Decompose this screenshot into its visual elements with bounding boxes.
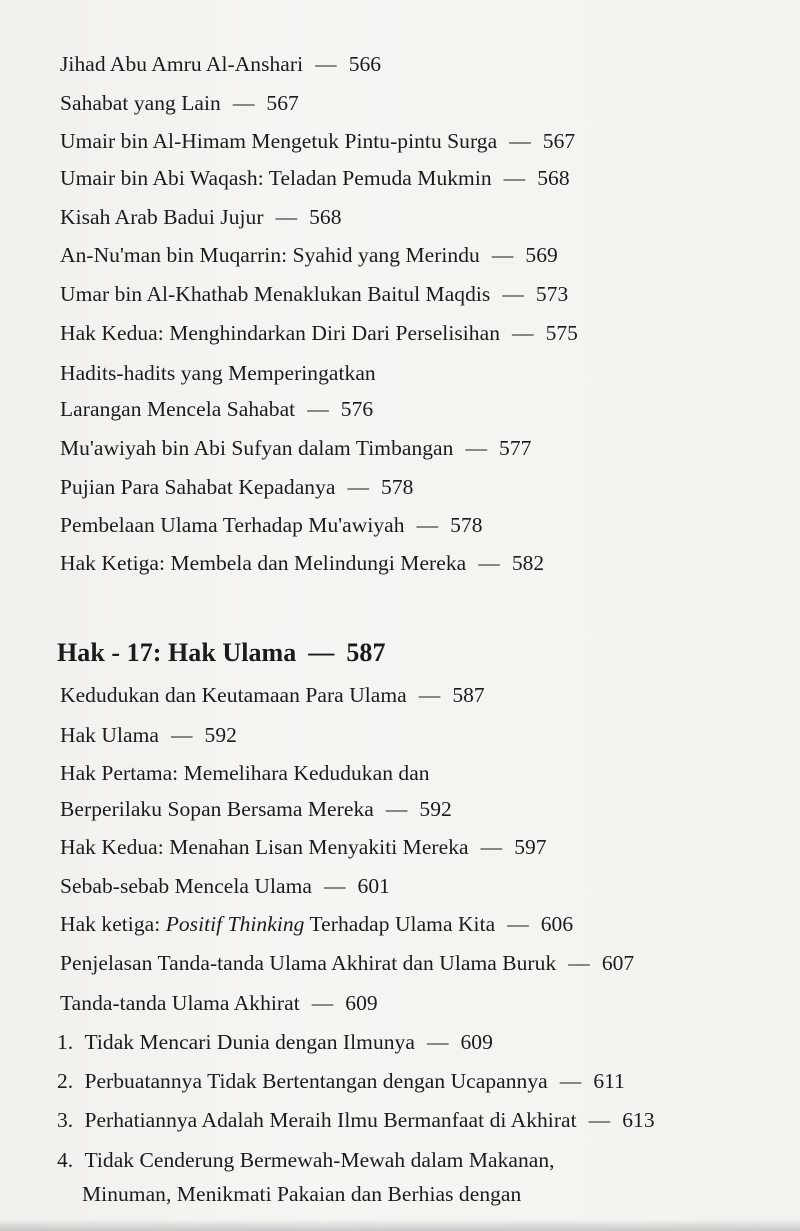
toc-entry-title: Penjelasan Tanda-tanda Ulama Akhirat dan Ulama Buruk [60, 951, 557, 975]
toc-entry-title: Tanda-tanda Ulama Akhirat [60, 991, 300, 1015]
toc-dash: — [416, 513, 439, 537]
toc-entry [60, 551, 544, 576]
toc-dash: — [509, 129, 531, 153]
toc-page-number: 592 [204, 723, 237, 747]
toc-dash: — [507, 912, 529, 936]
toc-dash: — [315, 52, 337, 76]
list-number: 2. [57, 1069, 74, 1093]
toc-dash: — [418, 683, 441, 707]
toc-dash: — [491, 243, 514, 267]
toc-entry-title: Hak Pertama: Memelihara Kedudukan dan [60, 761, 430, 785]
toc-entry-title: Perbuatannya Tidak Bertentangan dengan Ucapannya [84, 1069, 548, 1093]
toc-page-number: 582 [511, 551, 545, 575]
toc-page-number: 568 [537, 166, 570, 190]
toc-entry [60, 321, 578, 346]
toc-entry-title: Berperilaku Sopan Bersama Mereka [60, 797, 374, 821]
toc-page-number: 578 [450, 513, 483, 537]
toc-continuation-line [82, 1182, 521, 1207]
toc-dash: — [232, 91, 255, 115]
toc-entry [60, 835, 547, 860]
toc-entry [60, 513, 483, 538]
toc-numbered-entry [57, 1108, 655, 1133]
toc-entry-title: Sahabat yang Lain [60, 91, 221, 115]
toc-dash: — [307, 397, 329, 421]
toc-numbered-entry [57, 1148, 555, 1173]
toc-page-number: 576 [340, 397, 374, 421]
list-number: 3. [57, 1108, 74, 1132]
toc-page-number: 567 [542, 129, 576, 153]
toc-entry [60, 282, 568, 307]
toc-page-number: 587 [452, 683, 485, 707]
toc-entry-title: Hak Kedua: Menghindarkan Diri Dari Perselisihan [60, 321, 500, 345]
toc-entry-title: Tidak Cenderung Bermewah-Mewah dalam Makanan, [84, 1148, 555, 1172]
toc-entry [60, 951, 634, 976]
toc-page-number: 609 [345, 991, 378, 1015]
toc-entry-italic: Positif Thinking [165, 912, 305, 936]
toc-page-number: 607 [601, 951, 635, 975]
toc-entry-title-suffix: Terhadap Ulama Kita [304, 912, 496, 936]
toc-numbered-entry [57, 1069, 625, 1094]
toc-entry [60, 874, 390, 899]
toc-page-number: 597 [514, 835, 547, 859]
toc-dash: — [385, 797, 408, 821]
toc-dash: — [311, 991, 334, 1015]
toc-entry [60, 129, 575, 154]
toc-entry-title: Pembelaan Ulama Terhadap Mu'awiyah [60, 513, 405, 537]
toc-page-number: 573 [535, 282, 569, 306]
toc-entry [60, 723, 237, 748]
toc-entry [60, 683, 485, 708]
toc-dash: — [559, 1069, 582, 1093]
toc-page-number: 611 [593, 1069, 625, 1093]
toc-entry [60, 436, 531, 461]
chapter-heading [57, 638, 386, 668]
toc-entry-title: Kisah Arab Badui Jujur [60, 205, 264, 229]
toc-entry [60, 91, 299, 116]
toc-entry-title: Sebab-sebab Mencela Ulama [60, 874, 312, 898]
chapter-title: Hak - 17: Hak Ulama [57, 638, 297, 667]
toc-entry-title: Umar bin Al-Khathab Menaklukan Baitul Maqdis [60, 282, 491, 306]
toc-entry [60, 205, 342, 230]
toc-numbered-entry [57, 1030, 493, 1055]
toc-page-number: 613 [622, 1108, 655, 1132]
toc-page-number: 568 [309, 205, 342, 229]
toc-entry-title: An-Nu'man bin Muqarrin: Syahid yang Merindu [60, 243, 480, 267]
toc-entry [60, 243, 558, 268]
toc-entry [60, 475, 413, 500]
toc-entry-title: Pujian Para Sahabat Kepadanya [60, 475, 336, 499]
toc-dash: — [512, 321, 534, 345]
toc-page-number: 575 [545, 321, 578, 345]
toc-page-number: 592 [419, 797, 452, 821]
toc-dash: — [502, 282, 524, 306]
toc-page-number: 578 [381, 475, 414, 499]
toc-dash: — [568, 951, 590, 975]
toc-entry [60, 397, 373, 422]
toc-dash: — [478, 551, 500, 575]
toc-entry-title: Hak ketiga: [60, 912, 166, 936]
page-edge-shadow [0, 1219, 800, 1231]
toc-entry-title: Minuman, Menikmati Pakaian dan Berhias dengan [82, 1182, 522, 1206]
toc-entry-title: Hadits-hadits yang Memperingatkan [60, 361, 376, 385]
toc-entry-title: Hak Ketiga: Membela dan Melindungi Mereka [60, 551, 467, 575]
toc-dash: — [465, 436, 488, 460]
toc-entry [60, 761, 430, 786]
toc-entry [60, 991, 378, 1016]
toc-entry [60, 166, 570, 191]
toc-entry-title: Hak Kedua: Menahan Lisan Menyakiti Mereka [60, 835, 469, 859]
toc-page-number: 601 [357, 874, 390, 898]
toc-entry-title: Tidak Mencari Dunia dengan Ilmunya [84, 1030, 415, 1054]
toc-page-number: 577 [499, 436, 532, 460]
toc-entry-title: Umair bin Al-Himam Mengetuk Pintu-pintu Surga [60, 129, 498, 153]
toc-dash: — [480, 835, 503, 859]
toc-dash: — [588, 1108, 611, 1132]
toc-page-number: 569 [525, 243, 558, 267]
list-number: 4. [57, 1148, 74, 1172]
toc-entry [60, 52, 381, 77]
toc-entry-title: Mu'awiyah bin Abi Sufyan dalam Timbangan [60, 436, 454, 460]
toc-entry-title: Larangan Mencela Sahabat [60, 397, 296, 421]
toc-dash: — [275, 205, 298, 229]
toc-entry-title: Kedudukan dan Keutamaan Para Ulama [60, 683, 407, 707]
toc-dash: — [426, 1030, 449, 1054]
toc-dash: — [503, 166, 526, 190]
toc-entry-title: Hak Ulama [60, 723, 159, 747]
list-number: 1. [57, 1030, 74, 1054]
toc-page-number: 567 [266, 91, 299, 115]
toc-entry [60, 912, 573, 937]
toc-dash: — [323, 874, 346, 898]
toc-page-number: 566 [348, 52, 382, 76]
toc-dash: — [347, 475, 370, 499]
toc-entry-title: Umair bin Abi Waqash: Teladan Pemuda Mukmin [60, 166, 492, 190]
chapter-page-number: 587 [346, 638, 386, 667]
toc-entry-title: Perhatiannya Adalah Meraih Ilmu Bermanfaat di Akhirat [84, 1108, 577, 1132]
toc-entry [60, 361, 376, 386]
toc-page-number: 606 [540, 912, 574, 936]
toc-page-number: 609 [460, 1030, 493, 1054]
toc-entry-title: Jihad Abu Amru Al-Anshari [60, 52, 304, 76]
toc-dash: — [308, 638, 335, 667]
toc-dash: — [170, 723, 193, 747]
toc-entry [60, 797, 452, 822]
